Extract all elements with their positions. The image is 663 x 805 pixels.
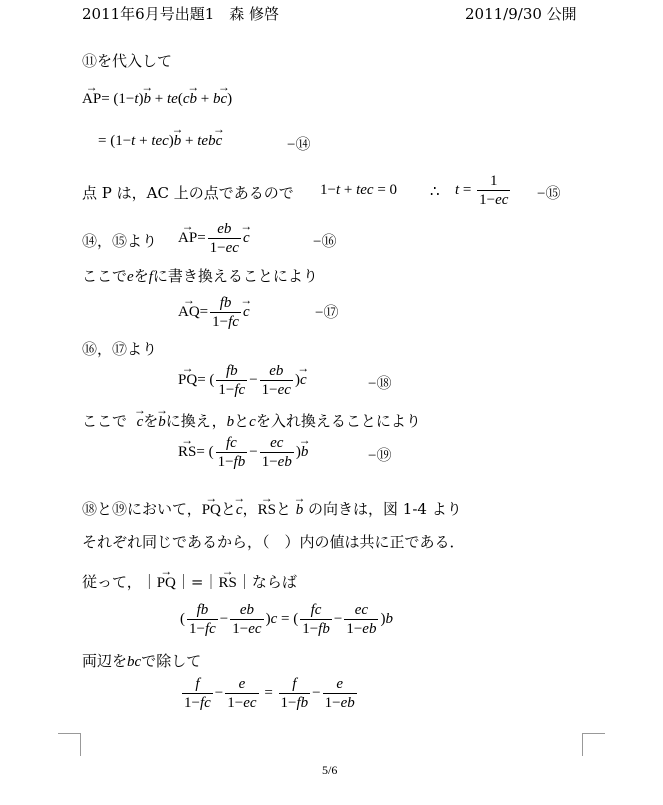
equation-magnitude: ( $\frac{fb}{1-fc}$ − $\frac{eb}{1-ec}$ )c = ( $\frac{fc}{1-fb}$ − $\frac{ec}{1-eb}$ )b bbox=[180, 602, 393, 637]
equation-ap-3: → AP= $\frac{eb}{1-ec}$ → c bbox=[178, 220, 250, 257]
page-number: 5/6 bbox=[322, 763, 338, 777]
text-line-directions: ⑱と⑲において，→ PQと→ c，→ RSと → b の向きは，図 1-4 より bbox=[82, 498, 462, 519]
tag-16: −⑯ bbox=[313, 234, 337, 250]
text-line-swap: ここで → cを→ bに換え，bとcを入れ換えることにより bbox=[82, 410, 421, 431]
equation-rs: → RS= ( $\frac{fc}{1-fb}$ − $\frac{ec}{1-eb}$ )→ b bbox=[178, 434, 308, 471]
text-line-1: ⑪を代入して bbox=[82, 52, 173, 70]
equation-t-solution: t = $\frac{1}{1-ec}$ bbox=[455, 173, 509, 208]
equation-ap-2: = (1−t + tec)→ b + teb→ c bbox=[98, 133, 222, 150]
therefore-symbol: ∴ bbox=[430, 184, 440, 200]
equation-final: $\frac{f}{1-fc}$ − $\frac{e}{1-ec}$ = $\frac{f}{1-fb}$ − $\frac{e}{1-eb}$ bbox=[184, 676, 355, 711]
header-left: 2011年6月号出題1 森 修啓 bbox=[82, 5, 280, 23]
header-right: 2011/9/30 公開 bbox=[465, 5, 577, 23]
text-line-replace-e: ここでeをfに書き換えることにより bbox=[82, 267, 318, 285]
text-line-divide: 両辺をbcで除して bbox=[82, 652, 202, 670]
text-line-therefore: 従って，｜→ PQ｜=｜→ RS｜ならば bbox=[82, 571, 297, 592]
tag-15: −⑮ bbox=[537, 186, 561, 202]
tag-18: −⑱ bbox=[368, 376, 392, 392]
crop-mark-right bbox=[582, 733, 605, 756]
tag-19: −⑲ bbox=[368, 448, 392, 464]
tag-17: −⑰ bbox=[315, 305, 339, 321]
text-line-from-16-17: ⑯，⑰より bbox=[82, 340, 158, 358]
equation-aq: → AQ= $\frac{fb}{1-fc}$ → c bbox=[178, 294, 250, 331]
text-line-from-14-15: ⑭，⑮より bbox=[82, 232, 158, 250]
text-line-positive: それぞれ同じであるから，（ ）内の値は共に正である． bbox=[82, 533, 465, 551]
tag-14: −⑭ bbox=[287, 137, 311, 153]
equation-t-condition: 1−t + tec = 0 bbox=[320, 182, 398, 198]
equation-pq: → PQ= ( $\frac{fb}{1-fc}$ − $\frac{eb}{1-ec}$ )→ c bbox=[178, 362, 307, 399]
text-line-point-p: 点 P は，AC 上の点であるので bbox=[82, 184, 294, 202]
vector-ap: → AP bbox=[82, 91, 101, 108]
crop-mark-left bbox=[58, 733, 81, 756]
equation-ap-1: → AP= (1−t)→ b + te(c→ b + b→ c) bbox=[82, 91, 232, 108]
